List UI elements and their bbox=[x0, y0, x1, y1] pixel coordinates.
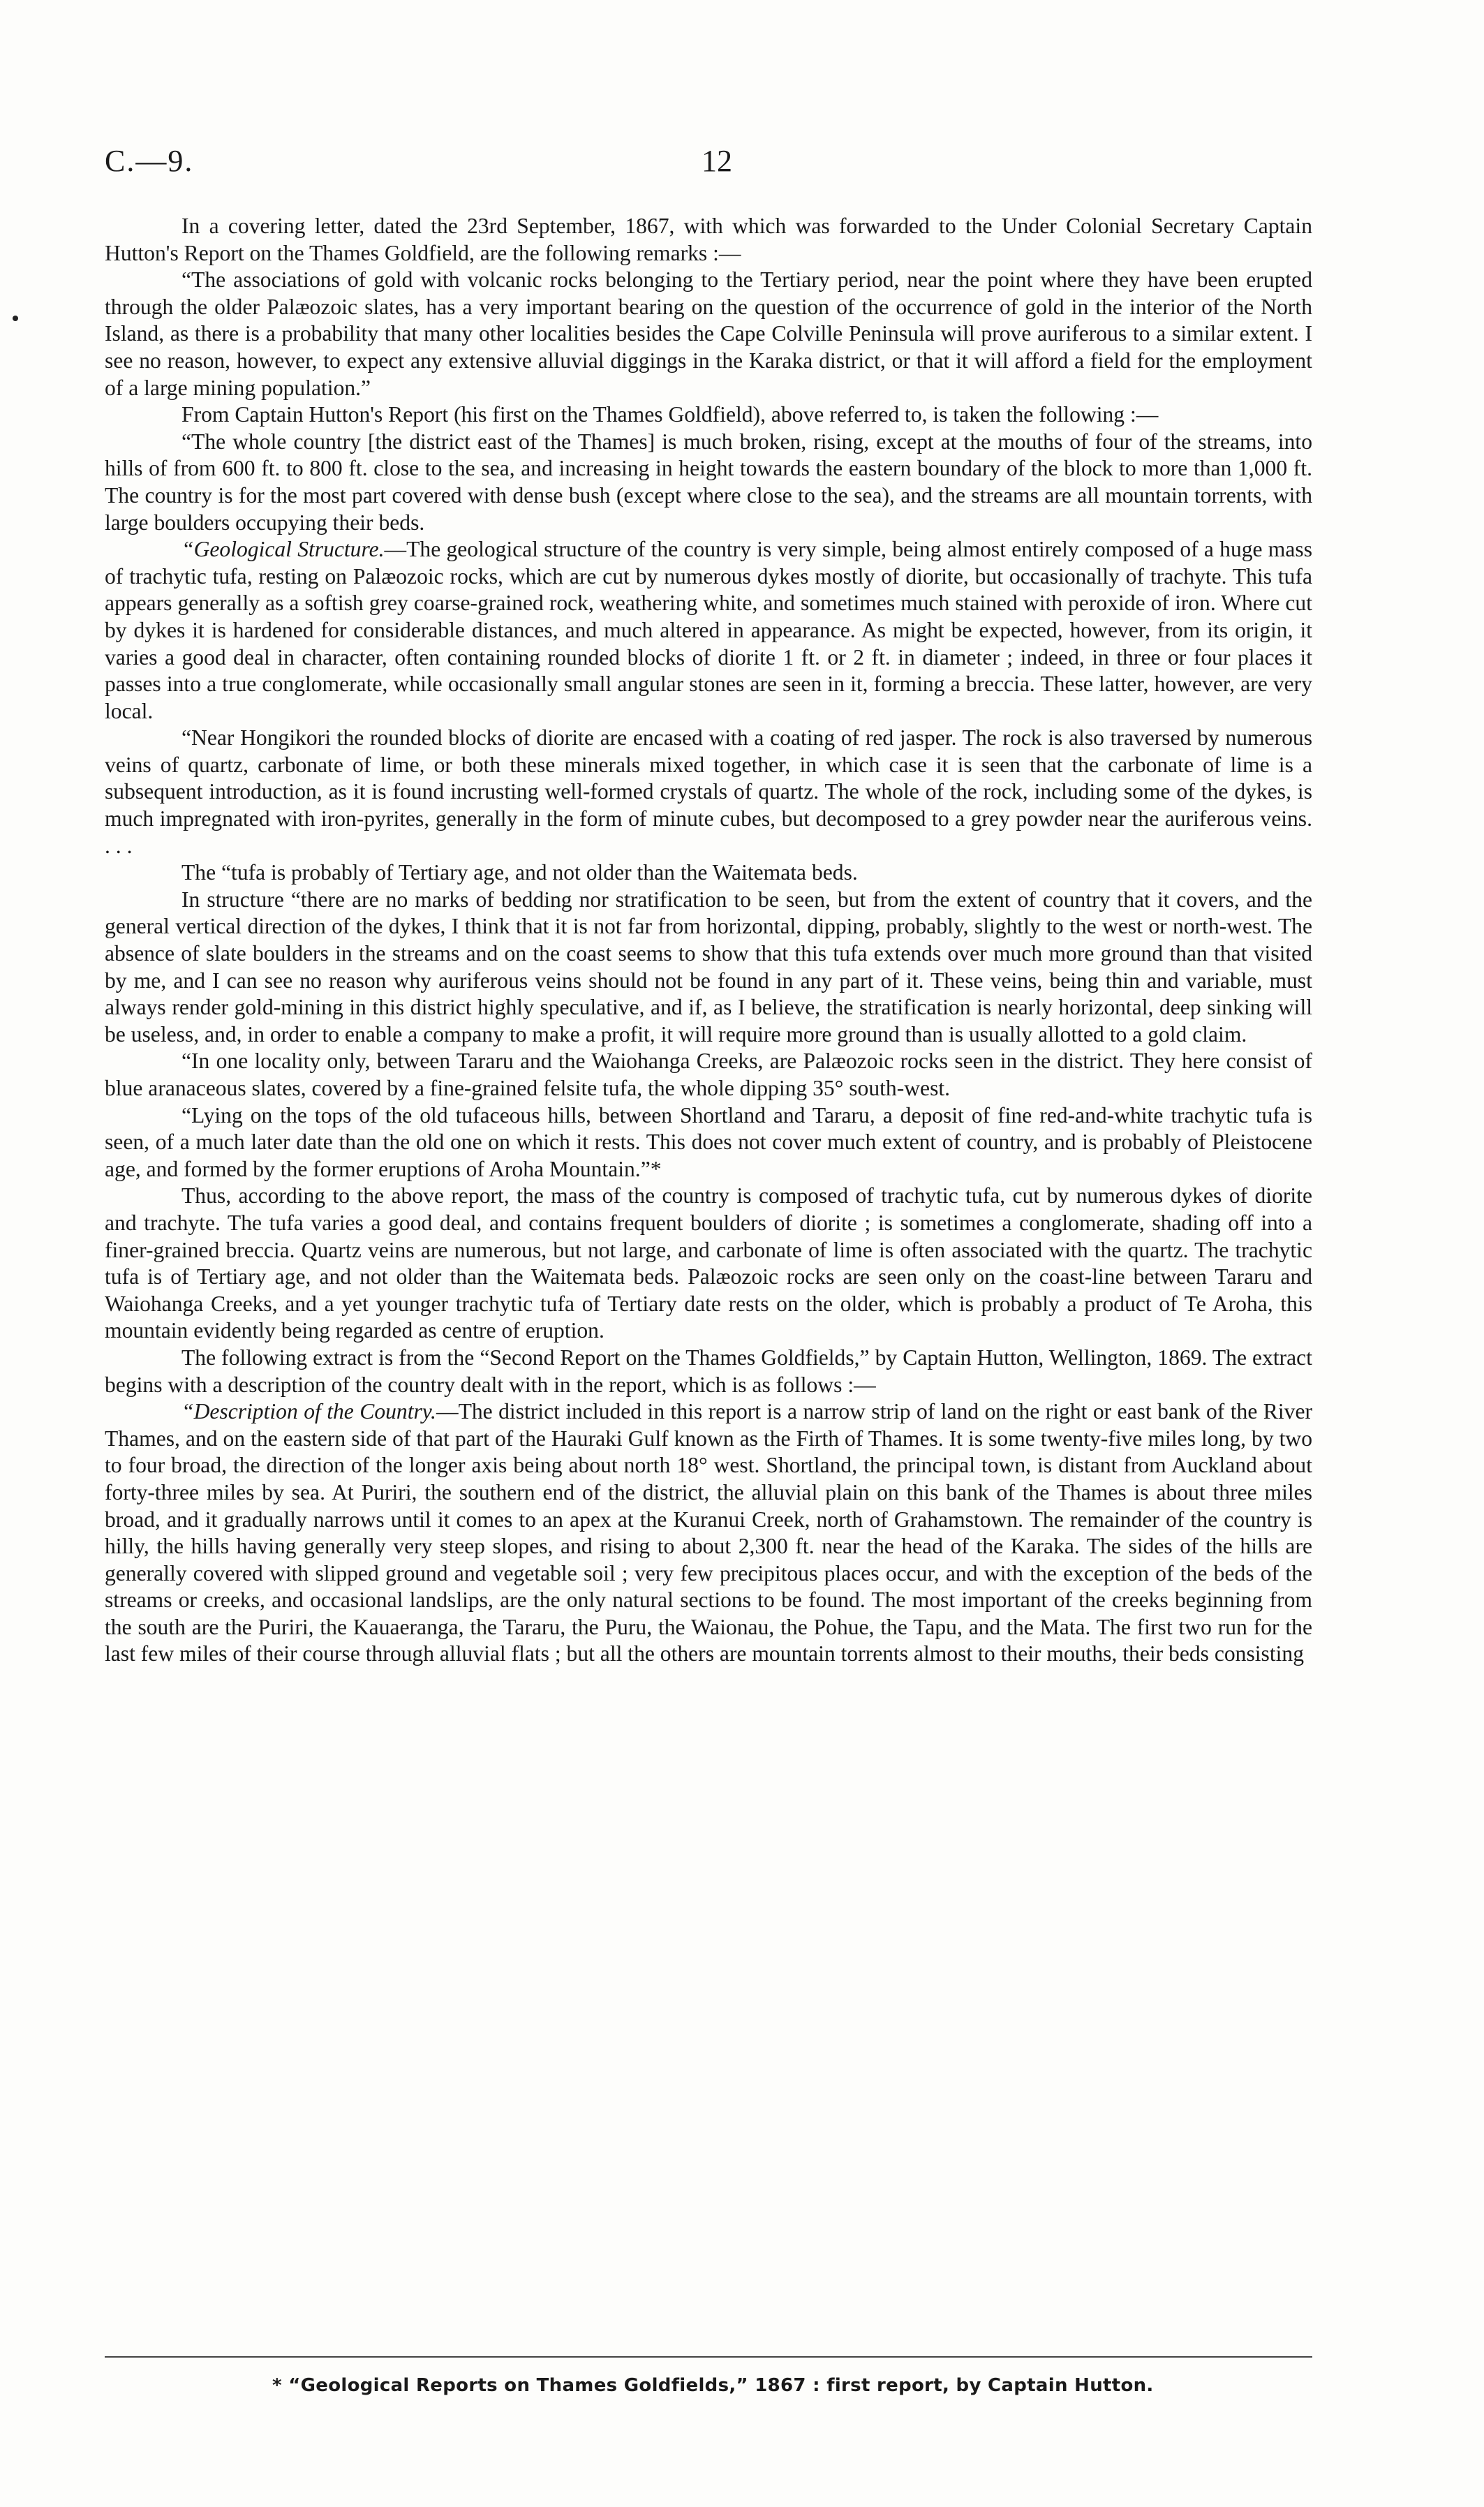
paragraph: In a covering letter, dated the 23rd September, 1867, with which was forwarded to the Under Colonial Secretary Captain Hutton's Report on the Thames Goldfield, are the following remarks :— bbox=[105, 214, 1312, 265]
paragraph: “In one locality only, between Tararu and the Waiohanga Creeks, are Palæozoic rocks seen in the district. They here consist of blue aranaceous slates, covered by a fine-grained felsite tufa, the whole dipping 35° south-west. bbox=[105, 1049, 1312, 1100]
paragraph: “Geological Structure.—The geological structure of the country is very simple, being almost entirely composed of a huge mass of trachytic tufa, resting on Palæozoic rocks, which are cut by numerous dykes mostly of diorite, but occasionally of trachyte. This tufa appears generally as a softish grey coarse-grained rock, weathering white, and sometimes much stained with peroxide of iron. Where cut by dykes it is hardened for considerable distances, and much altered in appearance. As might be expected, however, from its origin, it varies a good deal in character, often containing rounded blocks of diorite 1 ft. or 2 ft. in diameter ; indeed, in three or four places it passes into a true conglomerate, while occasionally small angular stones are seen in it, forming a breccia. These latter, however, are very local. bbox=[105, 537, 1312, 723]
footnote-divider bbox=[105, 2356, 1312, 2358]
document-reference: C.—9. bbox=[105, 144, 194, 178]
paragraph: “The whole country [the district east of the Thames] is much broken, rising, except at the mouths of four of the streams, into hills of from 600 ft. to 800 ft. close to the sea, and increasing in height towards the eastern boundary of the block to more than 1,000 ft. The country is for the most part covered with dense bush (except where close to the sea), and the streams are all mountain torrents, with large boulders occupying their beds. bbox=[105, 429, 1312, 535]
paragraph: “The associations of gold with volcanic rocks belonging to the Tertiary period, near the point where they have been erupted through the older Palæozoic slates, has a very important bearing on the question of the occurrence of gold in the interior of the North Island, as there is a probability that many other localities besides the Cape Colville Peninsula will prove auriferous to a similar extent. I see no reason, however, to expect any extensive alluvial diggings in the Karaka district, or that it will afford a field for the employment of a large mining population.” bbox=[105, 267, 1312, 400]
paragraph: In structure “there are no marks of bedding nor stratification to be seen, but from the extent of country that it covers, and the general vertical direction of the dykes, I think that it is not far from horizontal, dipping, probably, slightly to the west or north-west. The absence of slate boulders in the streams and on the coast seems to show that this tufa extends over much more ground than that visited by me, and I can see no reason why auriferous veins should not be found in any part of it. These veins, being thin and variable, must always render gold-mining in this district highly speculative, and if, as I believe, the stratification is nearly horizontal, deep sinking will be useless, and, in order to enable a company to make a profit, it will require more ground than is usually allotted to a gold claim. bbox=[105, 887, 1312, 1047]
page-number: 12 bbox=[702, 144, 732, 178]
body-text bbox=[105, 213, 1312, 1668]
paragraph: The following extract is from the “Second Report on the Thames Goldfields,” by Captain Hutton, Wellington, 1869. The extract begins with a description of the country dealt with in the report, which is as follows :— bbox=[105, 1345, 1312, 1397]
page-header bbox=[105, 143, 1379, 185]
paragraph: “Near Hongikori the rounded blocks of diorite are encased with a coating of red jasper. The rock is also traversed by numerous veins of quartz, carbonate of lime, or both these minerals mixed together, in which case it is seen that the carbonate of lime is a subsequent introduction, as it is found incrusting well-formed crystals of quartz. The whole of the rock, including some of the dykes, is much impregnated with iron-pyrites, generally in the form of minute cubes, but decomposed to a grey powder near the auriferous veins. . . . bbox=[105, 725, 1312, 858]
section-heading: “Geological Structure. bbox=[181, 537, 385, 562]
paragraph: “Lying on the tops of the old tufaceous hills, between Shortland and Tararu, a deposit of fine red-and-white trachytic tufa is seen, of a much later date than the old one on which it rests. This does not cover much extent of country, and is probably of Pleistocene age, and formed by the former eruptions of Aroha Mountain.”* bbox=[105, 1102, 1312, 1181]
margin-dot bbox=[13, 316, 18, 321]
section-heading: “Description of the Country. bbox=[181, 1399, 436, 1424]
footnote: * “Geological Reports on Thames Goldfields,” 1867 : first report, by Captain Hutton. bbox=[272, 2375, 1154, 2396]
paragraph: From Captain Hutton's Report (his first on the Thames Goldfield), above referred to, is taken the following :— bbox=[181, 402, 1159, 427]
paragraph: Thus, according to the above report, the mass of the country is composed of trachytic tufa, cut by numerous dykes of diorite and trachyte. The tufa varies a good deal, and contains frequent boulders of diorite ; is sometimes a conglomerate, shading off into a finer-grained breccia. Quartz veins are numerous, but not large, and carbonate of lime is often associated with the quartz. The trachytic tufa is of Tertiary age, and not older than the Waitemata beds. Palæozoic rocks are seen only on the coast-line between Tararu and Waiohanga Creeks, and a yet younger trachytic tufa of Tertiary date rests on the older, which is probably a product of Te Aroha, this mountain evidently being regarded as centre of eruption. bbox=[105, 1183, 1312, 1343]
paragraph: The “tufa is probably of Tertiary age, and not older than the Waitemata beds. bbox=[181, 860, 858, 885]
paragraph: “Description of the Country.—The district included in this report is a narrow strip of land on the right or east bank of the River Thames, and on the eastern side of that part of the Hauraki Gulf known as the Firth of Thames. It is some twenty-five miles long, by two to four broad, the direction of the longer axis being about north 18° west. Shortland, the principal town, is distant from Auckland about forty-three miles by sea. At Puriri, the southern end of the district, the alluvial plain on this bank of the Thames is about three miles broad, and it gradually narrows until it comes to an apex at the Kuranui Creek, north of Grahamstown. The remainder of the country is hilly, the hills having generally very steep slopes, and rising to about 2,300 ft. near the head of the Karaka. The sides of the hills are generally covered with slipped ground and vegetable soil ; very few precipitous places occur, and with the exception of the beds of the streams or creeks, and occasional landslips, are the only natural sections to be found. The most important of the creeks beginning from the south are the Puriri, the Kauaeranga, the Tararu, the Puru, the Waionau, the Pohue, the Tapu, and the Mata. The first two run for the last few miles of their course through alluvial flats ; but all the others are mountain torrents almost to their mouths, their beds consisting bbox=[105, 1399, 1312, 1666]
